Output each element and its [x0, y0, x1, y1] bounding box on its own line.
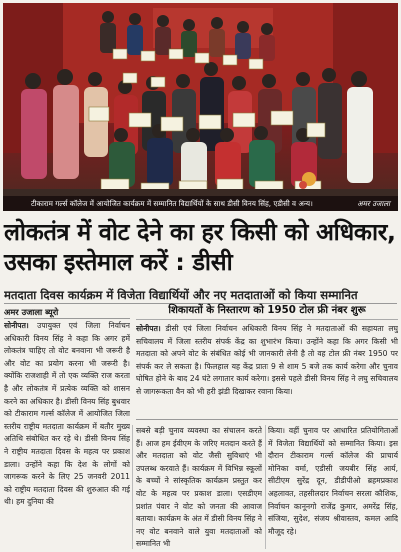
byline: अमर उजाला ब्यूरो [4, 306, 130, 319]
article-column-3 [268, 425, 398, 550]
column-divider [265, 425, 266, 549]
column-2-text: सबसे बड़ी चुनाव व्यवस्था का संचालन करते हैं। आज हम ईवीएम के जरिए मतदान करते हैं और मतदाता को वोट जैसी सुविधाएं भी उपलब्ध करवाते हैं। कार्यक्रम में विभिन्न स्कूलों के बच्चों ने सांस्कृतिक कार्यक्रम प्रस्तुत कर वोट के महत्व पर प्रकाश डाला। एसडीएम प्रशांत पंवार ने वोट को जनता की आवाज बताया। कार्यक्रम के अंत में डीसी विनय सिंह ने नए वोट बनवाने वाले युवा मतदाताओं को सम्मानित भी [136, 426, 262, 549]
headline: लोकतंत्र में वोट देने का हर किसी को अधिकार, उसका इस्तेमाल करें : डीसी [4, 218, 396, 276]
subheadline: मतदाता दिवस कार्यक्रम में विजेता विद्यार्थियों और नए मतदाताओं को किया सम्मानित [4, 288, 358, 302]
photo-credit: अमर उजाला [357, 199, 390, 208]
photo-caption-bar [3, 196, 398, 211]
sidebar-news-box [136, 304, 398, 420]
article-column-2 [136, 425, 262, 550]
box-headline: शिकायतों के निस्तारण को 1950 टोल फ्री नंबर शुरू [136, 304, 398, 320]
event-photo-illustration [3, 3, 398, 211]
column-1-text: उपायुक्त एवं जिला निर्वाचन अधिकारी विनय सिंह ने कहा कि अगर हमें लोकतंत्र चाहिए तो वोट बनवाना भी जरूरी है और वोट का प्रयोग करना भी जरूरी है। क्योंकि राजशाही में तो एक व्यक्ति राज करता है और लोकतंत्र में प्रत्येक व्यक्ति को शासन करने का अधिकार है। डीसी विनय सिंह बुधवार को टीकाराम गर्ल्स कॉलेज में आयोजित जिला स्तरीय राष्ट्रीय मतदाता कार्यक्रम में बतौर मुख्य अतिथि संबोधित कर रहे थे। डीसी विनय सिंह ने राष्ट्रीय मतदाता दिवस के महत्व पर प्रकाश डाला। उन्होंने कहा कि देश के लोगों को जागरूक करने के लिए 25 जनवरी 2011 को राष्ट्रीय मतदाता दिवस की शुरुआत की गई थी। हम दुनिया की [4, 321, 130, 507]
box-dateline: सोनीपत। [136, 324, 161, 333]
column-divider [132, 425, 133, 549]
box-body [136, 323, 398, 419]
dateline: सोनीपत। [4, 321, 29, 330]
article-column-1 [4, 320, 130, 550]
box-text: डीसी एवं जिला निर्वाचन अधिकारी विनय सिंह ने मतदाताओं की सहायता लघु सचिवालय में जिला स्तरीय संपर्क केंद्र का शुभारंभ किया। उन्होंने कहा कि अगर किसी भी मतदाता को अपने वोट के संबंधित कोई भी जानकारी लेनी है तो वह टोल फ्री नंबर 1950 पर संपर्क कर ले सकता है। फिलहाल यह केंद्र प्रातः 9 से शाम 5 बजे तक कार्य करेगा और चुनाव घोषित होने के बाद 24 घंटे लगातार कार्य करेगा। इससे पहले डीसी विनय सिंह ने लघु सचिवालय से जागरूकता वैन को भी हरी झंडी दिखाकर रवाना किया। [136, 324, 398, 396]
column-3-text: किया। वहीं चुनाव पर आधारित प्रतियोगिताओं में विजेता विद्यार्थियों को सम्मानित किया। इस दौरान टीकाराम गर्ल्स कॉलेज की प्राचार्य मोनिका वर्मा, एडीसी जयबीर सिंह आर्य, सीटीएम सुरेंद्र दून, डीडीपीओ ब्रहमप्रकाश अहलावत, तहसीलदार निर्वाचन सरला कौशिक, निर्वाचन कानूनगो राजेंद्र कुमार, अमरेंद्र सिंह, संजिया, सुदेश, संजय श्रीवास्तव, कमल आदि मौजूद रहे। [268, 426, 398, 536]
news-photo [3, 3, 398, 211]
photo-caption: टीकाराम गर्ल्स कॉलेज में आयोजित कार्यक्रम में सम्मानित विद्यार्थियों के साथ डीसी विनय सिंह, एडीसी व अन्य। [31, 199, 313, 208]
